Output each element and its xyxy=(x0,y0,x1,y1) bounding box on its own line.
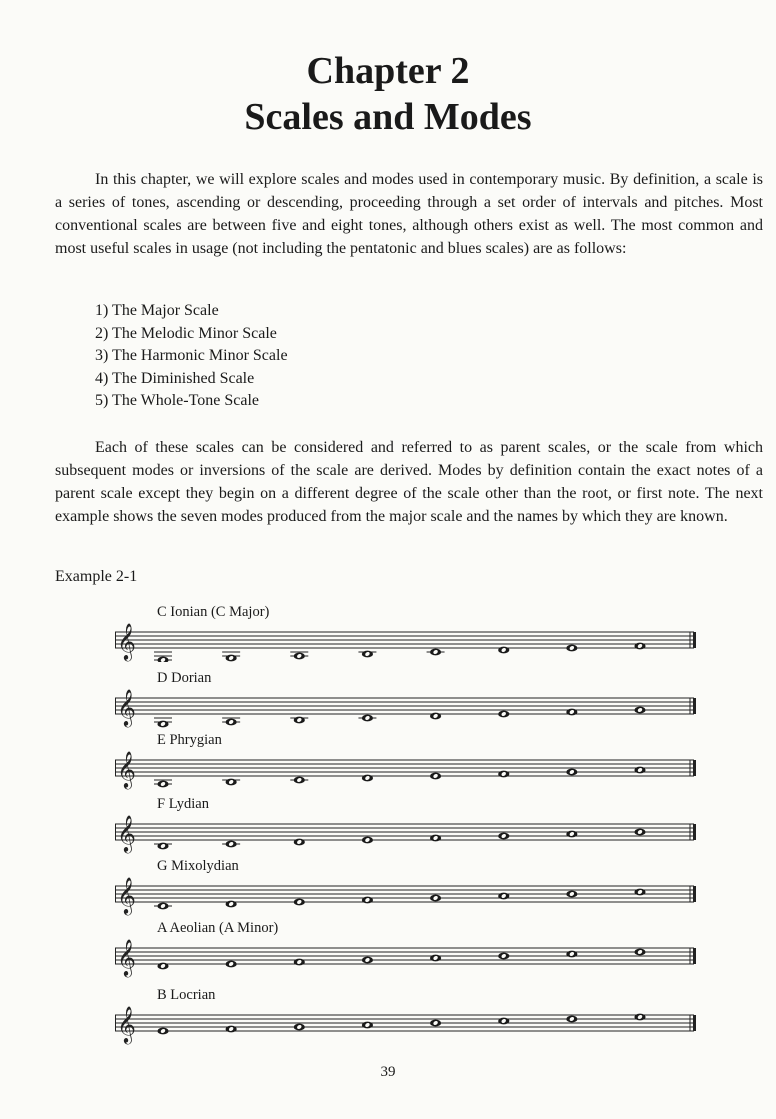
treble-clef-icon: 𝄞 xyxy=(117,1005,136,1043)
whole-note xyxy=(566,951,577,958)
intro-paragraph-text: In this chapter, we will explore scales and modes used in contemporary music. By definition, a scale is a series of tones, ascending or descending, proceeding through a set order of intervals and pitches. Most conventional scales are between five and eight tones, although others exist as well. The most common and most useful scales in usage (not including the pentatonic and blues scales) are as follows: xyxy=(55,171,763,257)
whole-note xyxy=(157,903,168,910)
final-barline-thick xyxy=(693,824,696,840)
staff-d-dorian xyxy=(115,670,700,726)
whole-note xyxy=(294,839,305,846)
list-item: 5) The Whole-Tone Scale xyxy=(95,392,260,409)
list-item: 3) The Harmonic Minor Scale xyxy=(95,347,288,364)
whole-note xyxy=(294,1024,305,1031)
whole-note xyxy=(430,1020,441,1027)
whole-note xyxy=(566,709,577,716)
intro-paragraph xyxy=(55,168,763,260)
staff-a-aeolian xyxy=(115,920,700,976)
whole-note xyxy=(362,1022,373,1029)
whole-note xyxy=(362,651,373,658)
whole-note xyxy=(362,897,373,904)
whole-note xyxy=(498,833,509,840)
whole-note xyxy=(566,645,577,652)
final-barline-thick xyxy=(693,632,696,648)
parent-scales-paragraph-text: Each of these scales can be considered and referred to as parent scales, or the scale from which subsequent modes or inversions of the scale are derived. Modes by definition contain the exact notes of a parent scale except they begin on a different degree of the scale other than the root, or first note. The next example shows the seven modes produced from the major scale and the names by which they are known. xyxy=(55,439,763,525)
whole-note xyxy=(430,773,441,780)
whole-note xyxy=(566,891,577,898)
whole-note xyxy=(362,957,373,964)
whole-note xyxy=(294,959,305,966)
whole-note xyxy=(498,893,509,900)
treble-clef-icon: 𝄞 xyxy=(117,622,136,660)
staff-svg xyxy=(115,1001,700,1045)
page-number: 39 xyxy=(380,1064,396,1080)
mode-name-label: F Lydian xyxy=(157,796,209,812)
whole-note xyxy=(362,715,373,722)
staff-svg xyxy=(115,934,700,978)
whole-note xyxy=(157,721,168,728)
mode-name-label: E Phrygian xyxy=(157,732,222,748)
treble-clef-icon: 𝄞 xyxy=(117,938,136,976)
whole-note xyxy=(430,955,441,962)
staff-svg xyxy=(115,810,700,854)
final-barline-thick xyxy=(693,948,696,964)
whole-note xyxy=(430,895,441,902)
whole-note xyxy=(566,1016,577,1023)
chapter-title-heading: Scales and Modes xyxy=(244,96,532,138)
whole-note xyxy=(430,649,441,656)
whole-note xyxy=(566,769,577,776)
mode-name-label: A Aeolian (A Minor) xyxy=(157,920,279,936)
whole-note xyxy=(294,777,305,784)
whole-note xyxy=(157,781,168,788)
example-label: Example 2-1 xyxy=(55,568,138,585)
whole-note xyxy=(634,1014,645,1021)
whole-note xyxy=(294,717,305,724)
whole-note xyxy=(634,889,645,896)
list-item: 4) The Diminished Scale xyxy=(95,369,255,387)
whole-note xyxy=(634,707,645,714)
scales-list xyxy=(95,300,288,413)
whole-note xyxy=(226,841,237,848)
whole-note xyxy=(634,643,645,650)
whole-note xyxy=(294,653,305,660)
staff-b-locrian xyxy=(115,987,700,1043)
mode-name-label: B Locrian xyxy=(157,987,216,1003)
whole-note xyxy=(226,779,237,786)
list-item: 2) The Melodic Minor Scale xyxy=(95,324,277,342)
staff-e-phrygian xyxy=(115,732,700,788)
staff-svg xyxy=(115,746,700,790)
whole-note xyxy=(498,771,509,778)
parent-scales-paragraph xyxy=(55,436,763,528)
whole-note xyxy=(226,961,237,968)
staff-g-mixolydian xyxy=(115,858,700,914)
staff-c-ionian xyxy=(115,604,700,660)
whole-note xyxy=(226,719,237,726)
whole-note xyxy=(362,775,373,782)
treble-clef-icon: 𝄞 xyxy=(117,688,136,726)
staff-svg xyxy=(115,618,700,662)
whole-note xyxy=(226,901,237,908)
whole-note xyxy=(157,657,168,662)
final-barline-thick xyxy=(693,698,696,714)
final-barline-thick xyxy=(693,1015,696,1031)
treble-clef-icon: 𝄞 xyxy=(117,876,136,914)
whole-note xyxy=(634,949,645,956)
whole-note xyxy=(498,711,509,718)
whole-note xyxy=(362,837,373,844)
whole-note xyxy=(157,963,168,970)
chapter-number-heading: Chapter 2 xyxy=(306,50,470,92)
whole-note xyxy=(226,1026,237,1033)
whole-note xyxy=(566,831,577,838)
whole-note xyxy=(634,767,645,774)
whole-note xyxy=(226,655,237,662)
whole-note xyxy=(498,647,509,654)
whole-note xyxy=(157,1028,168,1035)
whole-note xyxy=(430,835,441,842)
final-barline-thick xyxy=(693,760,696,776)
mode-name-label: G Mixolydian xyxy=(157,858,239,874)
list-item: 1) The Major Scale xyxy=(95,302,219,319)
treble-clef-icon: 𝄞 xyxy=(117,750,136,788)
staff-svg xyxy=(115,872,700,916)
mode-name-label: C Ionian (C Major) xyxy=(157,604,270,620)
mode-name-label: D Dorian xyxy=(157,670,212,686)
staff-svg xyxy=(115,684,700,728)
final-barline-thick xyxy=(693,886,696,902)
staff-f-lydian xyxy=(115,796,700,852)
whole-note xyxy=(430,713,441,720)
treble-clef-icon: 𝄞 xyxy=(117,814,136,852)
whole-note xyxy=(634,829,645,836)
whole-note xyxy=(498,953,509,960)
whole-note xyxy=(498,1018,509,1025)
whole-note xyxy=(157,843,168,850)
whole-note xyxy=(294,899,305,906)
